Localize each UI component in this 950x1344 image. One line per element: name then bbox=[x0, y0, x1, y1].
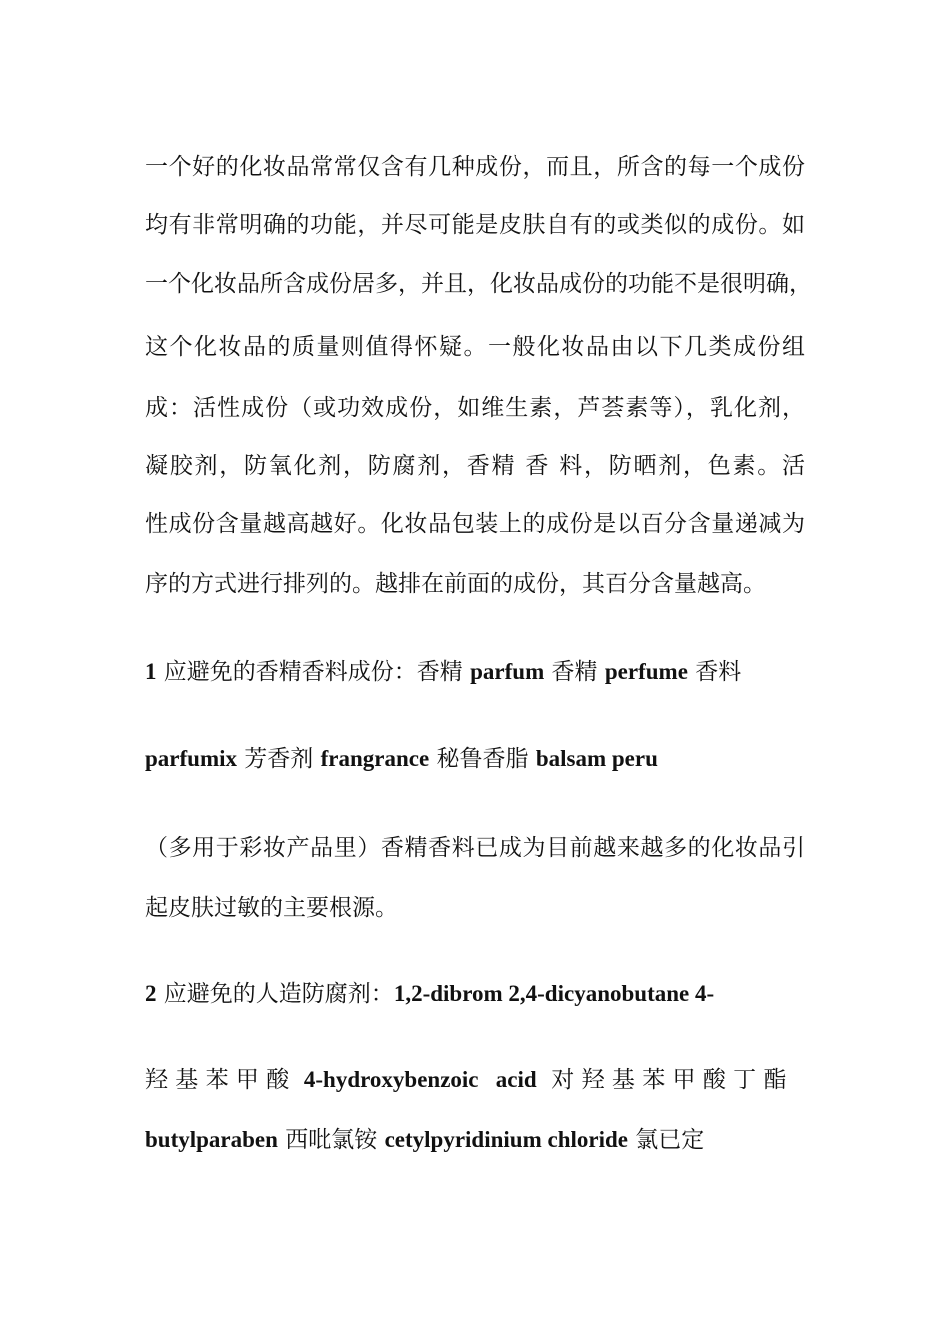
text-run: 秘鲁香脂 bbox=[429, 746, 536, 772]
ingredient-name: parfum bbox=[470, 659, 545, 684]
ingredient-name: butylparaben bbox=[145, 1127, 278, 1152]
paragraph-line: 均有非常明确的功能，并尽可能是皮肤自有的或类似的成份。如 bbox=[145, 212, 805, 238]
preservative-list-line bbox=[145, 1125, 805, 1155]
paragraph-line: 成：活性成份（或功效成份，如维生素，芦荟素等），乳化剂， bbox=[145, 395, 805, 421]
ingredient-name: perfume bbox=[604, 659, 688, 684]
text-run: 香料 bbox=[687, 659, 742, 685]
paragraph-line: 一个好的化妆品常常仅含有几种成份，而且，所含的每一个成份 bbox=[145, 154, 805, 180]
text-run: 氯已定 bbox=[627, 1127, 705, 1153]
paragraph-line: 性成份含量越高越好。化妆品包装上的成份是以百分含量递减为 bbox=[145, 511, 805, 537]
ingredient-name: cetylpyridinium chloride bbox=[384, 1127, 628, 1152]
paragraph-line: 一个化妆品所含成份居多，并且，化妆品成份的功能不是很明确， bbox=[145, 271, 812, 297]
ingredient-name: 4-hydroxybenzoic acid bbox=[303, 1067, 537, 1092]
text-run: 应避免的香精香料成份：香精 bbox=[156, 659, 471, 685]
paragraph-line: 这个化妆品的质量则值得怀疑。一般化妆品由以下几类成份组 bbox=[145, 334, 805, 360]
text-run: 芳香剂 bbox=[237, 746, 321, 772]
paragraph-line: 序的方式进行排列的。越排在前面的成份，其百分含量越高。 bbox=[145, 571, 766, 597]
fragrance-list-line bbox=[145, 744, 805, 774]
ingredient-name: balsam peru bbox=[535, 746, 658, 771]
text-run: 西吡氯铵 bbox=[277, 1127, 385, 1153]
section-number: 2 bbox=[145, 981, 157, 1006]
text-run: 香精 bbox=[544, 659, 605, 685]
fragrance-note-line: （多用于彩妆产品里）香精香料已成为目前越来越多的化妆品引 bbox=[145, 835, 805, 861]
preservative-list-line bbox=[145, 1065, 805, 1095]
text-run: 羟 基 苯 甲 酸 bbox=[145, 1067, 304, 1093]
fragrance-heading-line bbox=[145, 657, 805, 687]
ingredient-name: parfumix bbox=[145, 746, 237, 771]
text-run: 对 羟 基 苯 甲 酸 丁 酯 bbox=[536, 1067, 787, 1093]
ingredient-name: frangrance bbox=[320, 746, 430, 771]
section-number: 1 bbox=[145, 659, 157, 684]
fragrance-note-line: 起皮肤过敏的主要根源。 bbox=[145, 895, 398, 921]
paragraph-line: 凝胶剂，防氧化剂，防腐剂，香精 香 料，防晒剂，色素。活 bbox=[145, 453, 805, 479]
text-run: 应避免的人造防腐剂： bbox=[156, 981, 394, 1007]
ingredient-name: 1,2-dibrom 2,4-dicyanobutane 4- bbox=[393, 981, 715, 1006]
preservative-heading-line bbox=[145, 979, 805, 1009]
